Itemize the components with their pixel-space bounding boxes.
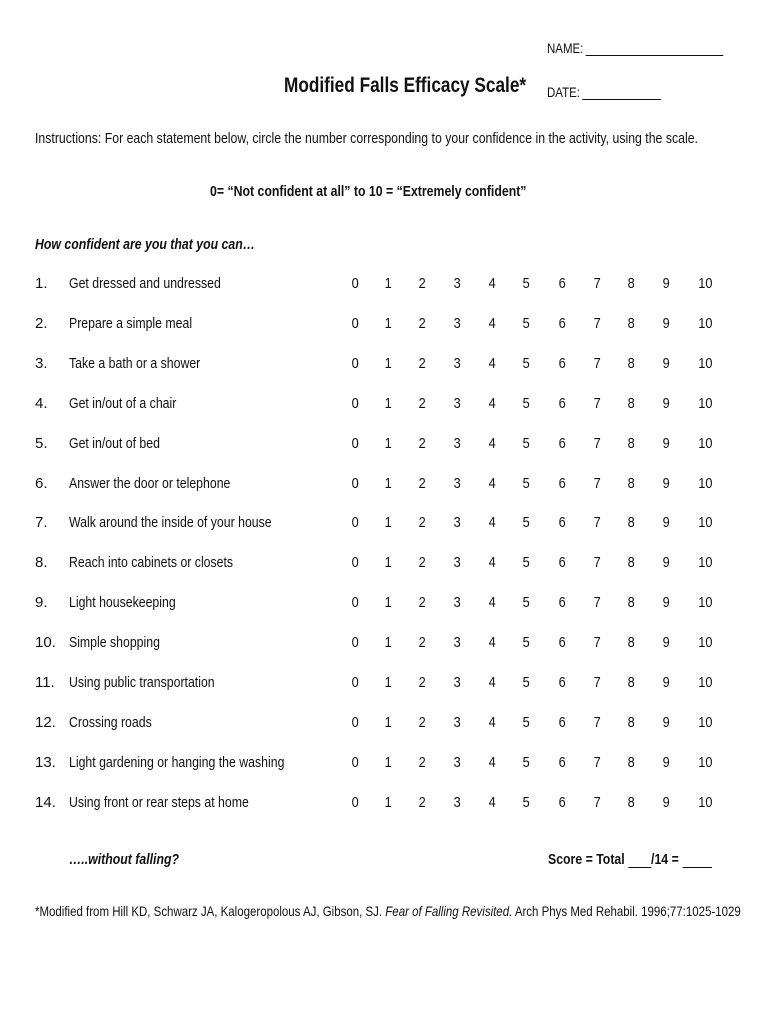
item-number: 14. — [35, 793, 56, 811]
scale-option-5[interactable]: 5 — [522, 514, 530, 532]
scale-option-8[interactable]: 8 — [627, 554, 635, 572]
scale-option-3[interactable]: 3 — [453, 354, 461, 372]
item-number: 11. — [35, 674, 55, 691]
scale-option-4[interactable]: 4 — [488, 753, 496, 771]
scale-option-10[interactable]: 10 — [697, 634, 713, 652]
item-row — [0, 794, 770, 818]
item-row — [0, 594, 770, 618]
score-result-blank[interactable] — [682, 854, 712, 868]
scale-option-0[interactable]: 0 — [351, 793, 359, 811]
scale-option-0[interactable]: 0 — [351, 554, 359, 572]
scale-option-3[interactable]: 3 — [453, 394, 461, 412]
date-blank[interactable] — [582, 85, 661, 100]
scale-option-1[interactable]: 1 — [384, 434, 392, 452]
scale-option-3[interactable]: 3 — [453, 474, 461, 492]
scale-option-9[interactable]: 9 — [662, 275, 670, 292]
scale-option-10[interactable]: 10 — [697, 434, 713, 452]
item-number: 10. — [35, 634, 56, 652]
scale-option-8[interactable]: 8 — [627, 793, 635, 811]
scale-option-8[interactable]: 8 — [627, 634, 635, 652]
scale-option-5[interactable]: 5 — [522, 314, 530, 332]
scale-option-9[interactable]: 9 — [662, 634, 670, 652]
scale-option-4[interactable]: 4 — [488, 674, 496, 691]
scale-option-4[interactable]: 4 — [488, 275, 496, 292]
scale-option-6[interactable]: 6 — [558, 434, 566, 452]
scale-option-3[interactable]: 3 — [453, 275, 461, 292]
scale-option-10[interactable]: 10 — [697, 793, 713, 811]
scale-option-6[interactable]: 6 — [558, 554, 566, 572]
scale-option-7[interactable]: 7 — [593, 793, 601, 811]
scale-option-2[interactable]: 2 — [418, 674, 426, 691]
scale-option-7[interactable]: 7 — [593, 434, 601, 452]
scale-option-5[interactable]: 5 — [522, 634, 530, 652]
scale-option-6[interactable]: 6 — [558, 514, 566, 532]
item-row — [0, 315, 770, 339]
scale-option-0[interactable]: 0 — [351, 594, 359, 612]
scale-option-4[interactable]: 4 — [488, 354, 496, 372]
item-number: 3. — [35, 354, 48, 372]
scale-option-4[interactable]: 4 — [488, 634, 496, 652]
scale-option-5[interactable]: 5 — [522, 713, 530, 731]
score-total-blank[interactable] — [628, 854, 651, 868]
scale-option-4[interactable]: 4 — [488, 793, 496, 811]
scale-option-2[interactable]: 2 — [418, 394, 426, 412]
scale-option-8[interactable]: 8 — [627, 474, 635, 492]
item-number: 12. — [35, 713, 56, 731]
item-label: Using front or rear steps at home — [69, 793, 249, 811]
scale-option-8[interactable]: 8 — [627, 275, 635, 292]
scale-option-2[interactable]: 2 — [418, 634, 426, 652]
item-label: Reach into cabinets or closets — [69, 554, 234, 572]
scale-option-9[interactable]: 9 — [662, 674, 670, 691]
scale-option-9[interactable]: 9 — [662, 554, 670, 572]
scale-option-7[interactable]: 7 — [593, 713, 601, 731]
item-number: 2. — [35, 314, 48, 332]
scale-option-9[interactable]: 9 — [662, 793, 670, 811]
scale-option-5[interactable]: 5 — [522, 594, 530, 612]
scale-option-5[interactable]: 5 — [522, 394, 530, 412]
item-label: Answer the door or telephone — [69, 474, 231, 492]
scale-option-1[interactable]: 1 — [384, 594, 392, 612]
scale-option-7[interactable]: 7 — [593, 634, 601, 652]
scale-option-5[interactable]: 5 — [522, 354, 530, 372]
scale-option-3[interactable]: 3 — [453, 594, 461, 612]
scale-option-7[interactable]: 7 — [593, 753, 601, 771]
item-row — [0, 355, 770, 379]
scale-option-9[interactable]: 9 — [662, 314, 670, 332]
scale-option-8[interactable]: 8 — [627, 434, 635, 452]
scale-option-9[interactable]: 9 — [662, 753, 670, 771]
scale-option-6[interactable]: 6 — [558, 314, 566, 332]
item-label: Get in/out of a chair — [69, 394, 177, 412]
scale-option-6[interactable]: 6 — [558, 753, 566, 771]
item-label: Simple shopping — [69, 634, 160, 652]
item-number: 7. — [35, 514, 48, 532]
item-row — [0, 714, 770, 738]
scale-option-7[interactable]: 7 — [593, 354, 601, 372]
footnote-prefix: *Modified from Hill KD, Schwarz JA, Kalogeropolous AJ, Gibson, SJ. — [35, 903, 386, 919]
scale-option-8[interactable]: 8 — [627, 674, 635, 691]
scale-option-6[interactable]: 6 — [558, 394, 566, 412]
item-label: Prepare a simple meal — [69, 314, 193, 332]
scale-option-1[interactable]: 1 — [384, 354, 392, 372]
scale-option-6[interactable]: 6 — [558, 275, 566, 292]
item-label: Light housekeeping — [69, 594, 176, 612]
footnote-suffix: Arch Phys Med Rehabil. 1996;77:1025-1029 — [512, 903, 741, 919]
scale-option-2[interactable]: 2 — [418, 434, 426, 452]
scale-option-4[interactable]: 4 — [488, 514, 496, 532]
scale-option-9[interactable]: 9 — [662, 713, 670, 731]
scale-option-4[interactable]: 4 — [488, 394, 496, 412]
scale-option-2[interactable]: 2 — [418, 314, 426, 332]
item-label: Using public transportation — [69, 674, 215, 691]
scale-option-2[interactable]: 2 — [418, 793, 426, 811]
scale-option-4[interactable]: 4 — [488, 554, 496, 572]
footnote — [35, 903, 770, 919]
name-blank[interactable] — [586, 41, 724, 56]
name-field[interactable] — [547, 40, 762, 56]
scale-option-6[interactable]: 6 — [558, 474, 566, 492]
scale-option-10[interactable]: 10 — [697, 594, 713, 612]
scale-option-5[interactable]: 5 — [522, 753, 530, 771]
scale-definition: 0= “Not confident at all” to 10 = “Extremely confident” — [210, 183, 527, 200]
scale-option-2[interactable]: 2 — [418, 713, 426, 731]
item-number: 6. — [35, 474, 48, 492]
scale-option-8[interactable]: 8 — [627, 394, 635, 412]
scale-option-1[interactable]: 1 — [384, 474, 392, 492]
scale-option-9[interactable]: 9 — [662, 434, 670, 452]
scale-option-7[interactable]: 7 — [593, 674, 601, 691]
scale-option-2[interactable]: 2 — [418, 474, 426, 492]
scale-option-10[interactable]: 10 — [697, 753, 713, 771]
scale-option-7[interactable]: 7 — [593, 514, 601, 532]
scale-option-7[interactable]: 7 — [593, 554, 601, 572]
score-line — [548, 851, 748, 868]
name-label: NAME: — [547, 40, 584, 56]
item-label: Walk around the inside of your house — [69, 514, 272, 532]
scale-option-2[interactable]: 2 — [418, 514, 426, 532]
scale-option-3[interactable]: 3 — [453, 793, 461, 811]
scale-option-9[interactable]: 9 — [662, 394, 670, 412]
item-label: Get dressed and undressed — [69, 275, 221, 292]
scale-option-6[interactable]: 6 — [558, 354, 566, 372]
scale-option-4[interactable]: 4 — [488, 713, 496, 731]
scale-option-10[interactable]: 10 — [697, 514, 713, 532]
score-mid: /14 = — [651, 851, 683, 868]
item-row — [0, 554, 770, 578]
scale-option-0[interactable]: 0 — [351, 713, 359, 731]
scale-option-6[interactable]: 6 — [558, 674, 566, 691]
scale-option-0[interactable]: 0 — [351, 674, 359, 691]
scale-option-5[interactable]: 5 — [522, 474, 530, 492]
scale-option-8[interactable]: 8 — [627, 514, 635, 532]
scale-option-9[interactable]: 9 — [662, 474, 670, 492]
scale-option-5[interactable]: 5 — [522, 793, 530, 811]
item-number: 5. — [35, 434, 48, 452]
scale-option-1[interactable]: 1 — [384, 713, 392, 731]
scale-option-4[interactable]: 4 — [488, 314, 496, 332]
scale-option-0[interactable]: 0 — [351, 275, 359, 292]
item-row — [0, 275, 770, 299]
scale-option-1[interactable]: 1 — [384, 634, 392, 652]
scale-option-2[interactable]: 2 — [418, 753, 426, 771]
scale-option-0[interactable]: 0 — [351, 474, 359, 492]
date-label: DATE: — [547, 84, 580, 100]
item-row — [0, 514, 770, 538]
scale-option-4[interactable]: 4 — [488, 434, 496, 452]
scale-option-4[interactable]: 4 — [488, 594, 496, 612]
item-row — [0, 634, 770, 658]
item-number: 13. — [35, 753, 56, 771]
scale-option-1[interactable]: 1 — [384, 314, 392, 332]
scale-option-3[interactable]: 3 — [453, 514, 461, 532]
item-row — [0, 435, 770, 459]
item-number: 1. — [35, 275, 48, 292]
scale-option-7[interactable]: 7 — [593, 275, 601, 292]
item-label: Take a bath or a shower — [69, 354, 201, 372]
scale-option-6[interactable]: 6 — [558, 713, 566, 731]
scale-option-0[interactable]: 0 — [351, 394, 359, 412]
item-row — [0, 475, 770, 499]
item-label: Light gardening or hanging the washing — [69, 753, 285, 771]
scale-option-2[interactable]: 2 — [418, 594, 426, 612]
scale-option-8[interactable]: 8 — [627, 753, 635, 771]
scale-option-10[interactable]: 10 — [697, 474, 713, 492]
scale-option-0[interactable]: 0 — [351, 434, 359, 452]
scale-option-7[interactable]: 7 — [593, 314, 601, 332]
item-row — [0, 674, 770, 698]
scale-option-3[interactable]: 3 — [453, 713, 461, 731]
scale-option-1[interactable]: 1 — [384, 394, 392, 412]
scale-option-6[interactable]: 6 — [558, 793, 566, 811]
scale-option-6[interactable]: 6 — [558, 594, 566, 612]
scale-option-0[interactable]: 0 — [351, 514, 359, 532]
scale-option-9[interactable]: 9 — [662, 354, 670, 372]
scale-option-9[interactable]: 9 — [662, 514, 670, 532]
scale-option-0[interactable]: 0 — [351, 634, 359, 652]
item-row — [0, 754, 770, 778]
scale-option-0[interactable]: 0 — [351, 753, 359, 771]
item-row — [0, 395, 770, 419]
scale-option-5[interactable]: 5 — [522, 674, 530, 691]
question-heading: How confident are you that you can… — [35, 236, 256, 253]
item-number: 4. — [35, 394, 48, 412]
scale-option-3[interactable]: 3 — [453, 314, 461, 332]
footnote-title: Fear of Falling Revisited. — [385, 903, 513, 919]
scale-option-2[interactable]: 2 — [418, 354, 426, 372]
page-title: Modified Falls Efficacy Scale* — [284, 74, 527, 97]
scale-option-7[interactable]: 7 — [593, 474, 601, 492]
scale-option-10[interactable]: 10 — [697, 554, 713, 572]
scale-option-1[interactable]: 1 — [384, 514, 392, 532]
item-label: Crossing roads — [69, 713, 152, 731]
scale-option-1[interactable]: 1 — [384, 674, 392, 691]
scale-option-10[interactable]: 10 — [697, 674, 713, 691]
scale-option-1[interactable]: 1 — [384, 793, 392, 811]
scale-option-7[interactable]: 7 — [593, 394, 601, 412]
scale-option-7[interactable]: 7 — [593, 594, 601, 612]
date-field[interactable] — [547, 84, 686, 100]
scale-option-8[interactable]: 8 — [627, 354, 635, 372]
scale-option-3[interactable]: 3 — [453, 674, 461, 691]
item-number: 8. — [35, 554, 48, 572]
item-label: Get in/out of bed — [69, 434, 160, 452]
scale-option-8[interactable]: 8 — [627, 314, 635, 332]
scale-option-6[interactable]: 6 — [558, 634, 566, 652]
scale-option-0[interactable]: 0 — [351, 314, 359, 332]
scale-option-8[interactable]: 8 — [627, 713, 635, 731]
scale-option-10[interactable]: 10 — [697, 354, 713, 372]
scale-option-1[interactable]: 1 — [384, 753, 392, 771]
scale-option-3[interactable]: 3 — [453, 753, 461, 771]
scale-option-10[interactable]: 10 — [697, 314, 713, 332]
scale-option-1[interactable]: 1 — [384, 554, 392, 572]
without-falling-text: …..without falling? — [69, 851, 180, 868]
scale-option-5[interactable]: 5 — [522, 554, 530, 572]
scale-option-1[interactable]: 1 — [384, 275, 392, 292]
scale-option-10[interactable]: 10 — [697, 394, 713, 412]
scale-option-3[interactable]: 3 — [453, 554, 461, 572]
scale-option-9[interactable]: 9 — [662, 594, 670, 612]
scale-option-5[interactable]: 5 — [522, 434, 530, 452]
scale-option-0[interactable]: 0 — [351, 354, 359, 372]
scale-option-3[interactable]: 3 — [453, 634, 461, 652]
score-prefix: Score = Total — [548, 851, 629, 868]
scale-option-3[interactable]: 3 — [453, 434, 461, 452]
scale-option-8[interactable]: 8 — [627, 594, 635, 612]
scale-option-4[interactable]: 4 — [488, 474, 496, 492]
scale-option-2[interactable]: 2 — [418, 275, 426, 292]
scale-option-10[interactable]: 10 — [697, 275, 713, 292]
item-number: 9. — [35, 594, 48, 612]
scale-option-5[interactable]: 5 — [522, 275, 530, 292]
scale-option-2[interactable]: 2 — [418, 554, 426, 572]
scale-option-10[interactable]: 10 — [697, 713, 713, 731]
instructions-text: Instructions: For each statement below, circle the number corresponding to your confidence in the activity, using the scale. — [35, 130, 698, 147]
